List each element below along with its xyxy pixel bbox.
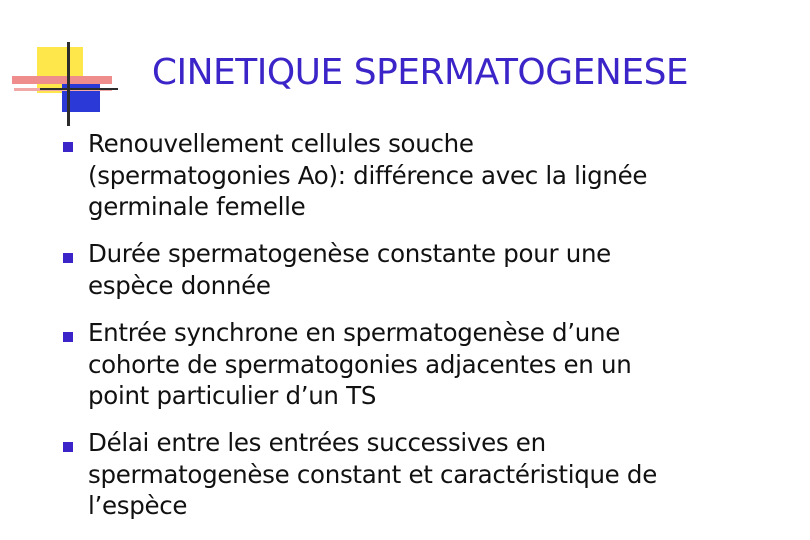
bullet-line: cohorte de spermatogonies adjacentes en un xyxy=(88,349,632,379)
slide-title: CINETIQUE SPERMATOGENESE xyxy=(151,52,689,93)
bullet-line: Renouvellement cellules souche xyxy=(88,129,474,158)
bullet-text xyxy=(88,128,768,223)
bullet-square-icon xyxy=(63,142,73,152)
bullet-line: espèce donnée xyxy=(88,270,271,300)
bullet-text xyxy=(88,317,768,412)
bullet-square-icon xyxy=(63,253,73,263)
bullet-line: Durée spermatogenèse constante pour une xyxy=(88,239,611,268)
bullet-square-icon xyxy=(63,332,73,342)
bullet-line: germinale femelle xyxy=(88,192,306,221)
bullet-square-icon xyxy=(63,442,73,452)
bullet-line: l’espèce xyxy=(88,491,188,520)
logo-red-bar xyxy=(12,76,112,84)
bullet-line: Délai entre les entrées successives en xyxy=(88,428,546,457)
bullet-text xyxy=(88,238,768,301)
logo-vertical-line xyxy=(67,42,70,126)
bullet-line: (spermatogonies Ao): différence avec la lignée xyxy=(88,160,648,190)
bullet-line: point particulier d’un TS xyxy=(88,381,377,410)
bullet-line: spermatogenèse constant et caractéristique de xyxy=(88,459,657,489)
bullet-text xyxy=(88,427,768,522)
bullet-line: Entrée synchrone en spermatogenèse d’une xyxy=(88,318,621,347)
